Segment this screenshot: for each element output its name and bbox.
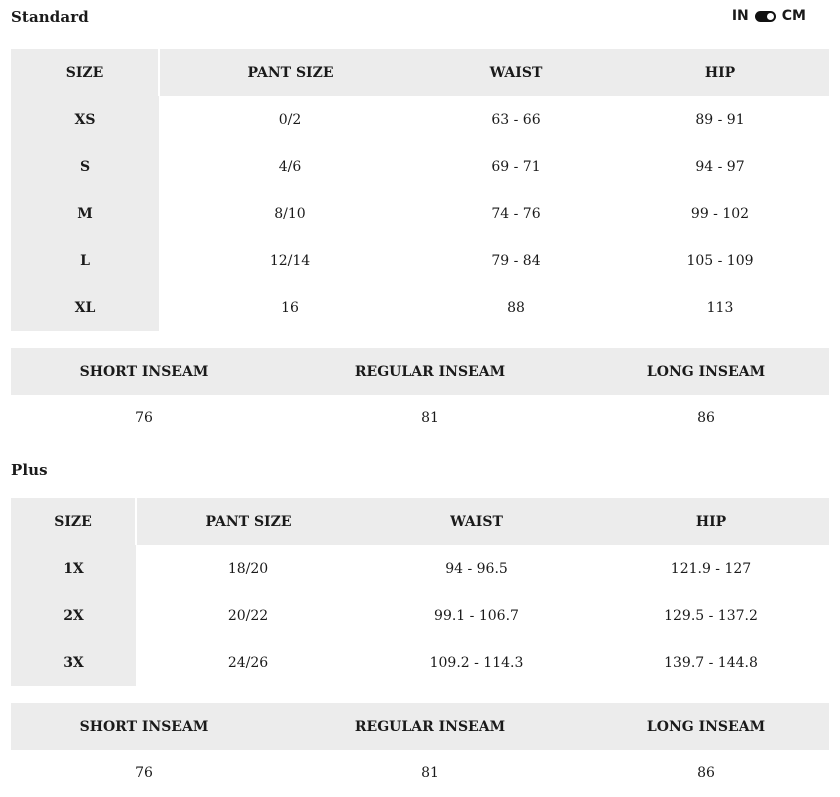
pant-size-cell: 24/26 xyxy=(227,654,269,671)
header-short-inseam: SHORT INSEAM xyxy=(11,348,277,395)
table-header-row xyxy=(11,49,829,96)
size-cell: S xyxy=(11,143,159,190)
table-row xyxy=(11,395,829,441)
table-row xyxy=(11,237,829,284)
table-row xyxy=(11,750,829,796)
size-cell: 3X xyxy=(11,639,136,686)
hip-cell: 129.5 - 137.2 xyxy=(664,607,758,624)
table-header-row xyxy=(11,703,829,750)
pant-size-cell: 18/20 xyxy=(227,560,269,577)
header-regular-inseam: REGULAR INSEAM xyxy=(277,703,583,750)
table-header-row xyxy=(11,498,829,545)
header-long-inseam: LONG INSEAM xyxy=(583,703,829,750)
size-cell: M xyxy=(11,190,159,237)
table-row xyxy=(11,96,829,143)
table-row xyxy=(11,639,829,686)
header-short-inseam: SHORT INSEAM xyxy=(11,703,277,750)
waist-cell: 109.2 - 114.3 xyxy=(429,654,524,671)
table-row xyxy=(11,284,829,331)
pant-size-cell: 8/10 xyxy=(274,205,306,222)
pant-size-cell: 20/22 xyxy=(227,607,269,624)
regular-inseam-value: 81 xyxy=(421,410,439,426)
hip-cell: 94 - 97 xyxy=(695,158,745,175)
pant-size-cell: 16 xyxy=(281,299,299,316)
waist-cell: 99.1 - 106.7 xyxy=(434,607,519,624)
size-cell: 2X xyxy=(11,592,136,639)
waist-cell: 79 - 84 xyxy=(491,252,541,269)
plus-title: Plus xyxy=(11,461,48,479)
long-inseam-value: 86 xyxy=(697,410,715,426)
header-hip: HIP xyxy=(611,49,829,96)
waist-cell: 94 - 96.5 xyxy=(445,560,508,577)
unit-toggle[interactable] xyxy=(732,8,806,24)
hip-cell: 99 - 102 xyxy=(690,205,750,222)
header-size: SIZE xyxy=(11,49,159,96)
table-row xyxy=(11,190,829,237)
plus-size-table xyxy=(11,498,829,686)
hip-cell: 105 - 109 xyxy=(686,252,754,269)
short-inseam-value: 76 xyxy=(135,765,153,781)
waist-cell: 63 - 66 xyxy=(491,111,541,128)
pant-size-cell: 12/14 xyxy=(269,252,311,269)
table-row xyxy=(11,545,829,592)
header-waist: WAIST xyxy=(360,498,593,545)
header-regular-inseam: REGULAR INSEAM xyxy=(277,348,583,395)
waist-cell: 88 xyxy=(507,299,525,316)
regular-inseam-value: 81 xyxy=(421,765,439,781)
header-waist: WAIST xyxy=(421,49,611,96)
size-cell: 1X xyxy=(11,545,136,592)
short-inseam-value: 76 xyxy=(135,410,153,426)
standard-size-table xyxy=(11,49,829,331)
plus-inseam-table xyxy=(11,703,829,796)
standard-title: Standard xyxy=(11,8,89,26)
hip-cell: 121.9 - 127 xyxy=(670,560,752,577)
table-row xyxy=(11,592,829,639)
size-cell: XL xyxy=(11,284,159,331)
hip-cell: 139.7 - 144.8 xyxy=(664,654,758,671)
pant-size-cell: 4/6 xyxy=(278,158,302,175)
hip-cell: 89 - 91 xyxy=(695,111,745,128)
header-size: SIZE xyxy=(11,498,136,545)
unit-in-label[interactable]: IN xyxy=(731,8,749,24)
hip-cell: 113 xyxy=(706,299,734,316)
header-pant-size: PANT SIZE xyxy=(159,49,421,96)
standard-inseam-table xyxy=(11,348,829,441)
table-header-row xyxy=(11,348,829,395)
header-pant-size: PANT SIZE xyxy=(136,498,360,545)
table-row xyxy=(11,143,829,190)
waist-cell: 74 - 76 xyxy=(491,205,541,222)
unit-cm-label[interactable]: CM xyxy=(781,8,806,24)
long-inseam-value: 86 xyxy=(697,765,715,781)
toggle-switch-icon[interactable] xyxy=(755,11,776,22)
pant-size-cell: 0/2 xyxy=(278,111,302,128)
waist-cell: 69 - 71 xyxy=(491,158,541,175)
size-cell: L xyxy=(11,237,159,284)
size-cell: XS xyxy=(11,96,159,143)
header-hip: HIP xyxy=(593,498,829,545)
header-long-inseam: LONG INSEAM xyxy=(583,348,829,395)
